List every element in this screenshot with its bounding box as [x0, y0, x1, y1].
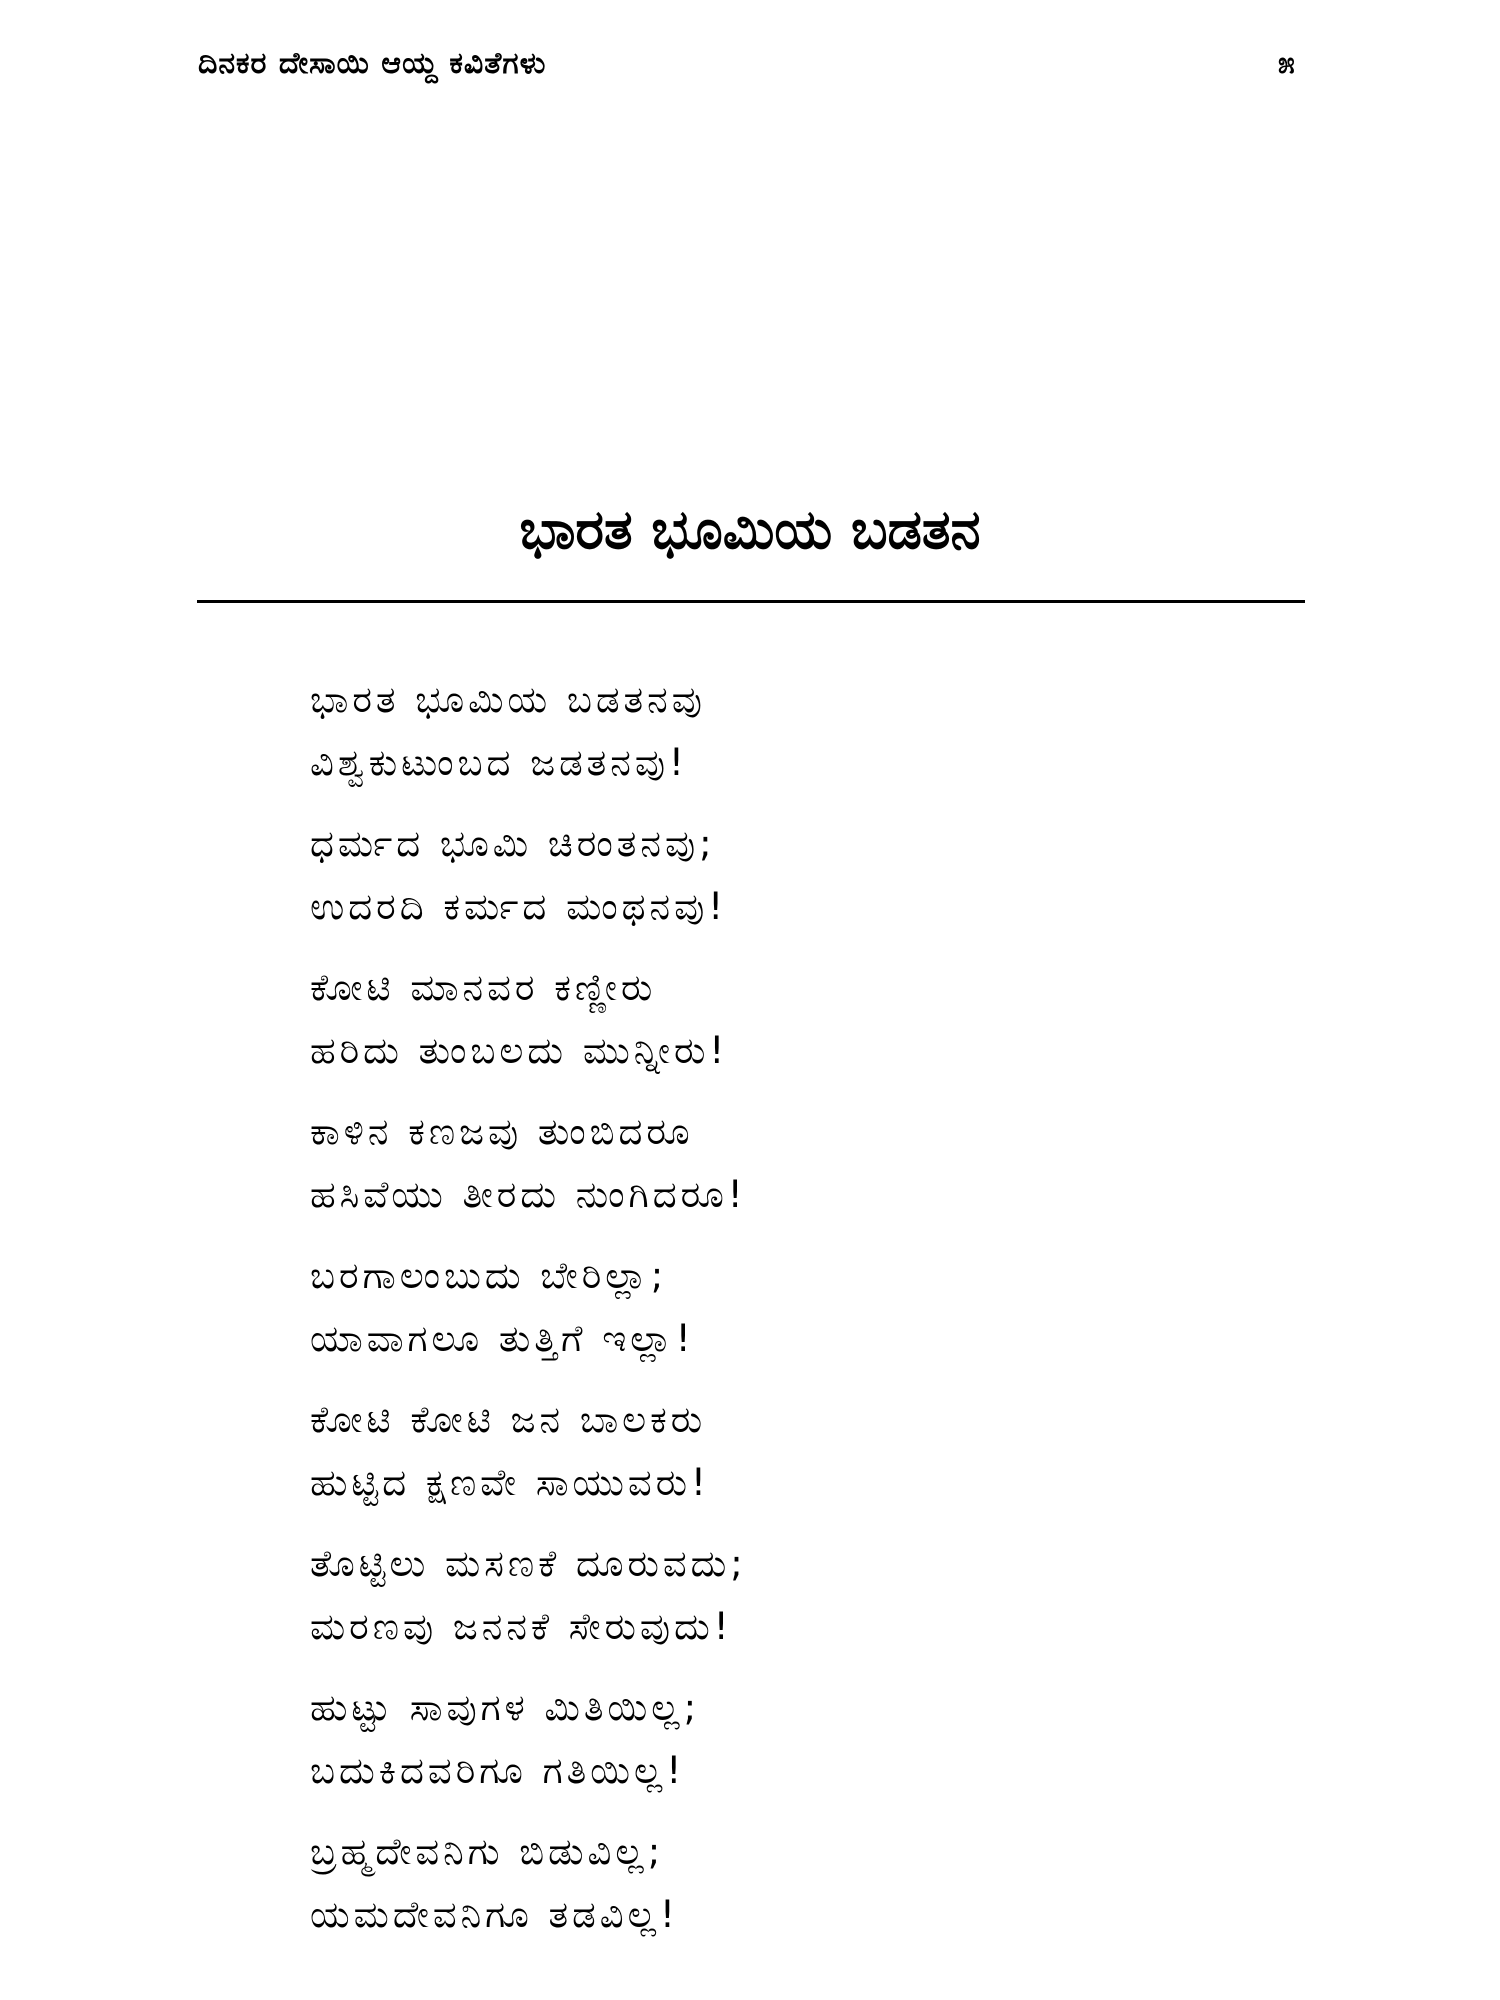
poem-line: ಹುಟ್ಟಿದ ಕ್ಷಣವೇ ಸಾಯುವರು!	[310, 1461, 710, 1504]
stanza	[310, 812, 1260, 938]
poem-line: ಭಾರತ ಭೂಮಿಯ ಬಡತನವು	[310, 678, 706, 721]
stanza	[310, 956, 1260, 1082]
poem-line: ಉದರದಿ ಕರ್ಮದ ಮಂಥನವು!	[310, 885, 728, 928]
poem-line: ಹಸಿವೆಯು ತೀರದು ನುಂಗಿದರೂ!	[310, 1173, 747, 1216]
poem-line: ಕಾಳಿನ ಕಣಜವು ತುಂಬಿದರೂ	[310, 1110, 694, 1153]
poem-line: ಕೋಟಿ ಕೋಟಿ ಜನ ಬಾಲಕರು	[310, 1398, 707, 1441]
stanza	[310, 1820, 1260, 1946]
poem-line: ತೊಟ್ಟಿಲು ಮಸಣಕೆ ದೂರುವದು;	[310, 1542, 747, 1585]
poem-line: ಹುಟ್ಟು ಸಾವುಗಳ ಮಿತಿಯಿಲ್ಲ;	[310, 1686, 701, 1729]
stanza	[310, 1100, 1260, 1226]
poem-line: ಬದುಕಿದವರಿಗೂ ಗತಿಯಿಲ್ಲ!	[310, 1749, 686, 1792]
poem-line: ಯಮದೇವನಿಗೂ ತಡವಿಲ್ಲ!	[310, 1893, 679, 1936]
running-head-title: ದಿನಕರ ದೇಸಾಯಿ ಆಯ್ದ ಕವಿತೆಗಳು	[198, 46, 547, 81]
poem-line: ಹರಿದು ತುಂಬಲದು ಮುನ್ನೀರು!	[310, 1029, 729, 1072]
stanza	[310, 668, 1260, 794]
poem-line: ಬ್ರಹ್ಮದೇವನಿಗು ಬಿಡುವಿಲ್ಲ;	[310, 1830, 665, 1873]
stanza	[310, 1532, 1260, 1658]
poem-line: ಧರ್ಮದ ಭೂಮಿ ಚಿರಂತನವು;	[310, 822, 716, 865]
poem-line: ವಿಶ್ವಕುಟುಂಬದ ಜಡತನವು!	[310, 741, 688, 784]
poem-title: ಭಾರತ ಭೂಮಿಯ ಬಡತನ	[519, 498, 981, 561]
poem-body	[310, 668, 1260, 1964]
poem-line: ಯಾವಾಗಲೂ ತುತ್ತಿಗೆ ಇಲ್ಲಾ!	[310, 1317, 695, 1360]
stanza	[310, 1388, 1260, 1514]
poem-line: ಕೋಟಿ ಮಾನವರ ಕಣ್ಣೀರು	[310, 966, 657, 1009]
stanza	[310, 1676, 1260, 1802]
poem-line: ಮರಣವು ಜನನಕೆ ಸೇರುವುದು!	[310, 1605, 733, 1648]
title-rule-divider	[197, 600, 1305, 603]
stanza	[310, 1244, 1260, 1370]
page-number: ೫	[1278, 46, 1295, 81]
poem-line: ಬರಗಾಲಂಬುದು ಬೇರಿಲ್ಲಾ;	[310, 1254, 668, 1297]
